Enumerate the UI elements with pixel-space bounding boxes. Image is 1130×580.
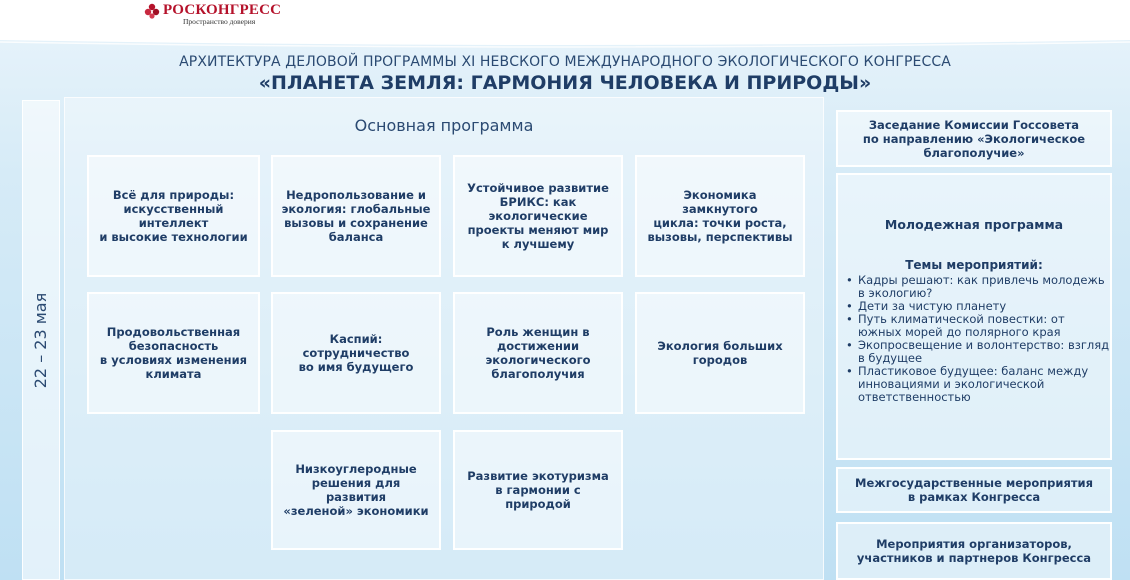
roscongress-flower-icon	[144, 3, 160, 19]
program-card[interactable]: Низкоуглеродные решения для развития «зеленой» экономики	[271, 430, 441, 550]
list-item: • Кадры решают: как привлечь молодежь в экологию?	[844, 274, 1110, 300]
event-dates: 22 – 23 мая	[31, 292, 51, 388]
topics-list	[844, 274, 1110, 404]
program-card[interactable]: Экономика замкнутого цикла: точки роста, вызовы, перспективы	[635, 155, 805, 277]
youth-program-card[interactable]	[836, 173, 1112, 460]
page-title: АРХИТЕКТУРА ДЕЛОВОЙ ПРОГРАММЫ XI НЕВСКОГО МЕЖДУНАРОДНОГО ЭКОЛОГИЧЕСКОГО КОНГРЕССА	[179, 54, 951, 70]
youth-program-title: Молодежная программа	[884, 217, 1064, 232]
list-item: • Пластиковое будущее: баланс между инновациями и экологической ответственностью	[844, 365, 1110, 404]
program-card[interactable]: Недропользование и экология: глобальные вызовы и сохранение баланса	[271, 155, 441, 277]
congress-name: «ПЛАНЕТА ЗЕМЛЯ: ГАРМОНИЯ ЧЕЛОВЕКА И ПРИРОДЫ»	[258, 72, 872, 94]
interstate-events-card[interactable]: Межгосударственные мероприятия в рамках Конгресса	[836, 467, 1112, 513]
logo-tagline: Пространство доверия	[183, 17, 256, 26]
program-card[interactable]: Продовольственная безопасность в условиях изменения климата	[87, 292, 260, 414]
date-strip	[22, 100, 60, 580]
header-swoosh	[0, 38, 1130, 54]
header-bar	[0, 0, 1130, 40]
program-card[interactable]: Развитие экотуризма в гармонии с природой	[453, 430, 623, 550]
program-card[interactable]: Роль женщин в достижении экологического благополучия	[453, 292, 623, 414]
list-item: • Дети за чистую планету	[844, 300, 1110, 313]
organizers-events-card[interactable]: Мероприятия организаторов, участников и партнеров Конгресса	[836, 522, 1112, 580]
program-card[interactable]: Устойчивое развитие БРИКС: как экологические проекты меняют мир к лучшему	[453, 155, 623, 277]
roscongress-logo[interactable]	[144, 2, 281, 26]
program-card[interactable]: Каспий: сотрудничество во имя будущего	[271, 292, 441, 414]
logo-name: РОСКОНГРЕСС	[163, 2, 282, 18]
main-program-title: Основная программа	[354, 116, 534, 135]
topics-title: Темы мероприятий:	[905, 258, 1043, 272]
state-council-card[interactable]: Заседание Комиссии Госсовета по направлению «Экологическое благополучие»	[836, 110, 1112, 167]
program-card[interactable]: Всё для природы: искусственный интеллект и высокие технологии	[87, 155, 260, 277]
program-card[interactable]: Экология больших городов	[635, 292, 805, 414]
list-item: • Путь климатической повестки: от южных морей до полярного края	[844, 313, 1110, 339]
list-item: • Экопросвещение и волонтерство: взгляд в будущее	[844, 339, 1110, 365]
